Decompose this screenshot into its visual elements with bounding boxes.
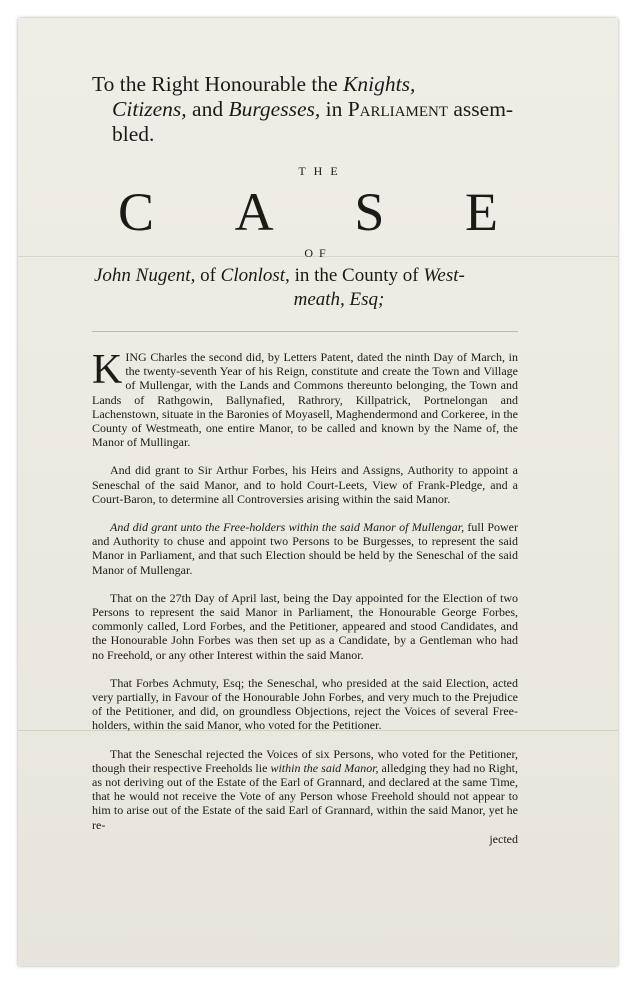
paragraph-text: alledging they had no Right, as not deriving out of the Estate of the Earl of Grannard, and declared at the same Time, that he would not receive the Vote of any Person whose Freehold should not appear to him to arise out of the Estate of the said Earl of Grannard, within the said Manor, yet he re- [92,760,518,832]
paragraph-text: That the Seneschal rejected the Voices of six Persons, who voted for the Petitioner, though their respective Freeholds lie [92,746,518,775]
paragraph-text: full Power and Authority to chuse and appoint two Persons to be Burgesses, to represent the said Manor in Parliament, and that such Election should be held by the Seneschal of the said Manor of Mullengar. [92,520,518,577]
heading-text: and [186,97,229,121]
paragraph-italic: And did grant unto the Free-holders within the said Manor of Mullengar, [110,520,465,535]
catchword: jected [489,831,518,846]
paragraph-letters-patent [92,347,518,450]
paragraph-election: That on the 27th Day of April last, being the Day appointed for the Election of two Persons to represent the said Manor in Parliament, the Honourable George Forbes, commonly called, Lord Forbes, and the Petitioner, appeared and stood Candidates, and the Honourable John Forbes was then set up as a Candidate, by a Gentleman who had no Freehold, or any other Interest within the said Manor. [92,590,518,662]
address-heading [92,72,562,147]
heading-knights: Knights, [343,72,416,96]
heading-burgesses: Burgesses, [228,97,321,121]
paragraph-partiality: That Forbes Achmuty, Esq; the Seneschal, who presided at the said Election, acted very partially, in Favour of the Honourable John Forbes, and very much to the Prejudice of the Petitioner, and did, on groundless Objections, reject the Voices of several Free-holders, within the said Manor, who voted for the Petitioner. [92,675,518,733]
case-letter: S [354,182,385,242]
divider [92,331,518,332]
paragraph-rejected-voices [92,747,518,832]
case-title [118,182,498,242]
petitioner-line [94,264,544,312]
the-label: THE [298,164,346,178]
document-sheet [18,18,618,966]
case-letter: E [465,182,498,242]
case-body [92,338,518,846]
subject-text: in the County of [289,265,424,286]
esquire: Esq; [344,289,385,310]
petitioner-place: Clonlost, [220,265,290,286]
case-letter: C [118,182,155,242]
heading-text: in [320,97,348,121]
heading-text: bled. [112,122,155,146]
county-name: West- [423,265,465,286]
petitioner-name: John Nugent, [94,265,196,286]
paragraph-seneschal-grant: And did grant to Sir Arthur Forbes, his Heirs and Assigns, Authority to appoint a Seneschal of the said Manor, and to hold Court-Leets, View of Frank-Pledge, and a Court-Baron, to determine all Controversies arising within the said Manor. [92,463,518,506]
paragraph-text: ING Charles the second did, by Letters Patent, dated the ninth Day of March, in the twenty-seventh Year of his Reign, constitute and create the Town and Village of Mullengar, with the Lands and Commons thereunto belonging, the Town and Lands of Rathgowin, Ballynafied, Rathrory, Killpatrick, Portnelongan and Lachenstown, situate in the Baronies of Moyasell, Maghendermond and Corkeree, in the County of Westmeath, one entire Manor, to be called and known by the Name of, the Manor of Mullingar. [92,350,518,450]
heading-text: To the Right Honourable the [92,72,344,96]
paragraph-freeholders [92,520,518,577]
heading-text: assem- [448,97,514,121]
heading-citizens: Citizens, [112,97,187,121]
drop-cap: K [92,347,123,393]
heading-parliament: Parliament [347,97,448,121]
subject-text: of [195,265,221,286]
case-letter: A [234,182,274,242]
county-name-cont: meath, [293,289,345,310]
of-label: OF [304,246,332,260]
paragraph-italic: within the said Manor, [270,760,379,775]
